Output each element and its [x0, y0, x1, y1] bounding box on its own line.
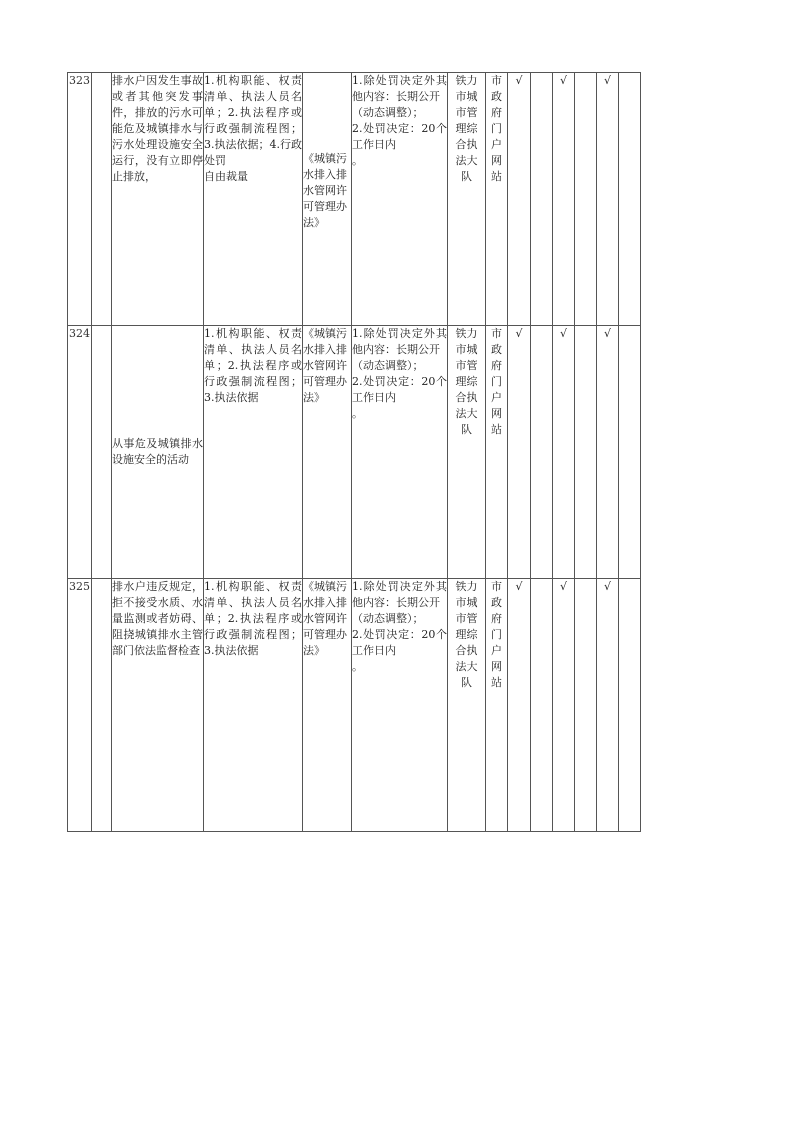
basis-text: 《城镇污水排入排水管网许可管理办法》 [303, 327, 347, 404]
subject-text: 铁力市城市管理综合执法大队 [455, 327, 478, 436]
table-row [68, 326, 641, 579]
disclosure-table [67, 72, 641, 832]
content-text: 1.机构职能、权责清单、执法人员名单；2.执法程序或行政强制流程图；3.执法依据 [204, 580, 302, 657]
spacer-cell [92, 326, 112, 579]
time-text: 1.除处罚决定外其他内容：长期公开 （动态调整）； 2.处罚决定：20个工作日内 。 [352, 580, 447, 673]
check-cell: √ [553, 326, 575, 579]
row-number: 323 [68, 73, 92, 326]
basis-text: 《城镇污水排入排水管网许可管理办法》 [303, 580, 347, 657]
content-cell [204, 73, 303, 326]
check-cell [531, 579, 553, 832]
check-cell [531, 326, 553, 579]
subject-text: 铁力市城市管理综合执法大队 [455, 74, 478, 183]
check-cell [619, 73, 641, 326]
check-cell: √ [508, 326, 531, 579]
basis-text: 《城镇污水排入排水管网许可管理办法》 [303, 152, 347, 229]
spacer-cell [92, 579, 112, 832]
check-cell [575, 579, 597, 832]
time-text: 1.除处罚决定外其他内容：长期公开 （动态调整）； 2.处罚决定：20个工作日内 。 [352, 327, 447, 420]
check-cell: √ [597, 73, 619, 326]
item-cell: 排水户因发生事故或者其他突发事件，排放的污水可能危及城镇排水与污水处理设施安全运行，没有立即停止排放， [112, 73, 204, 326]
check-cell: √ [553, 579, 575, 832]
check-cell: √ [597, 326, 619, 579]
content-cell [204, 579, 303, 832]
subject-cell [448, 579, 486, 832]
time-cell [352, 326, 448, 579]
channel-text: 市政府门户网站 [491, 74, 502, 183]
check-cell [575, 73, 597, 326]
row-number: 325 [68, 579, 92, 832]
time-cell [352, 579, 448, 832]
check-cell: √ [508, 73, 531, 326]
table-row [68, 579, 641, 832]
row-number: 324 [68, 326, 92, 579]
basis-cell [303, 579, 352, 832]
channel-text: 市政府门户网站 [491, 327, 502, 436]
subject-cell [448, 73, 486, 326]
check-cell: √ [553, 73, 575, 326]
basis-cell [303, 326, 352, 579]
spacer-cell [92, 73, 112, 326]
check-cell: √ [597, 579, 619, 832]
channel-cell [486, 579, 508, 832]
item-cell: 从事危及城镇排水设施安全的活动 [112, 326, 204, 579]
content-text: 1.机构职能、权责清单、执法人员名单；2.执法程序或行政强制流程图；3.执法依据；4.行政处罚 自由裁量 [204, 74, 302, 183]
item-cell: 排水户违反规定，拒不接受水质、水量监测或者妨碍、阻挠城镇排水主管部门依法监督检查 [112, 579, 204, 832]
check-cell [619, 326, 641, 579]
channel-cell [486, 326, 508, 579]
content-cell [204, 326, 303, 579]
time-text: 1.除处罚决定外其他内容：长期公开 （动态调整）； 2.处罚决定：20个工作日内 。 [352, 74, 447, 167]
check-cell [575, 326, 597, 579]
basis-cell [303, 73, 352, 326]
channel-text: 市政府门户网站 [491, 580, 502, 689]
table-row [68, 73, 641, 326]
check-cell [531, 73, 553, 326]
check-cell [619, 579, 641, 832]
check-cell: √ [508, 579, 531, 832]
content-text: 1.机构职能、权责清单、执法人员名单；2.执法程序或行政强制流程图；3.执法依据 [204, 327, 302, 404]
subject-text: 铁力市城市管理综合执法大队 [455, 580, 478, 689]
channel-cell [486, 73, 508, 326]
subject-cell [448, 326, 486, 579]
time-cell [352, 73, 448, 326]
